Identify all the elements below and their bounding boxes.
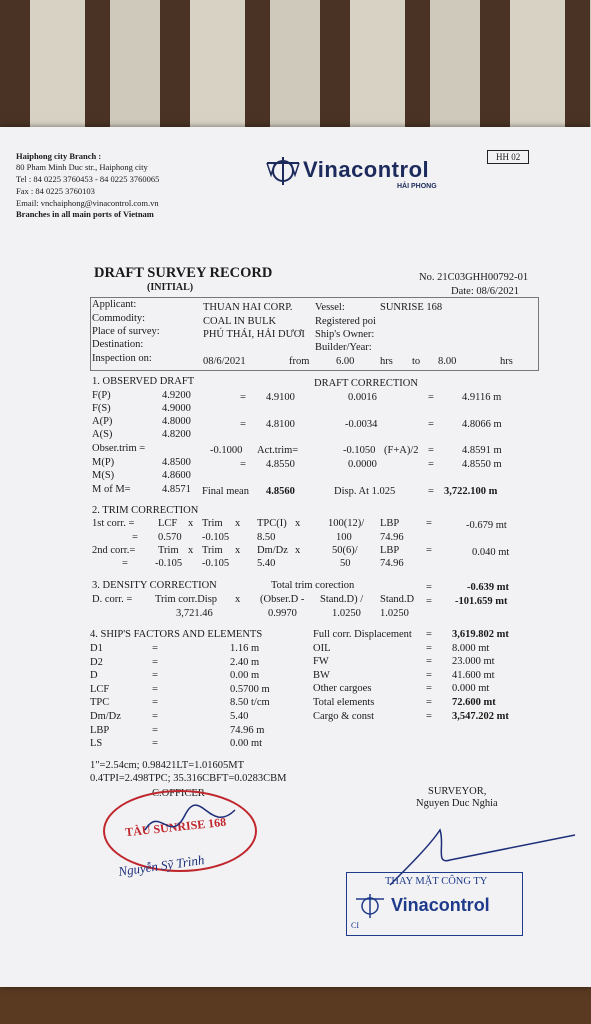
fa2-result: 4.8591 m [462, 445, 502, 456]
owner-label: Ship's Owner: [315, 329, 375, 340]
equals: = [428, 486, 434, 497]
section-heading-observed: 1. OBSERVED DRAFT [92, 376, 195, 387]
fp-value: 4.9200 [162, 390, 191, 401]
formula-term: x [295, 518, 301, 529]
a-result: 4.8066 m [462, 419, 502, 430]
mofm-value: 4.8571 [162, 484, 191, 495]
total-trim-value: -0.639 mt [467, 582, 509, 593]
document-subtitle: (INITIAL) [147, 282, 194, 293]
mofm-label: M of M= [92, 484, 131, 495]
applicant-label: Applicant: [92, 299, 137, 310]
element-label: FW [313, 656, 329, 668]
to-value: 8.00 [438, 356, 457, 367]
factor-value: 50 [340, 558, 351, 569]
element-value: 3,547.202 mt [452, 710, 509, 722]
m-result: 4.8550 m [462, 459, 502, 470]
equals: = [426, 629, 432, 640]
disp-corr-value: 3,721.46 [176, 608, 213, 619]
equals: = [152, 683, 158, 695]
element-value: 41.600 mt [452, 669, 495, 681]
branch-address: 80 Pham Minh Duc str., Haiphong city [16, 162, 148, 172]
factor-label: TPC [90, 697, 110, 709]
first-corr-result: -0.679 mt [466, 520, 507, 531]
tpc-value: 8.50 [257, 532, 276, 543]
trim-value: -0.105 [155, 558, 183, 569]
formula-term: Trim [158, 545, 179, 556]
ap-value: 4.8000 [162, 416, 191, 427]
stamp-ship-name: TÀU SUNRISE 168 [124, 814, 227, 840]
document-number: No. 21C03GHH00792-01 [419, 272, 529, 283]
equals: = [152, 724, 158, 736]
ap-label: A(P) [92, 416, 113, 427]
factor-value: 0.5700 m [230, 683, 270, 695]
formula-term: Dm/Dz [257, 545, 288, 556]
equals: = [426, 545, 432, 556]
equals: = [426, 697, 432, 708]
inspection-label: Inspection on: [92, 353, 152, 364]
formula-term: Stand.D) / [320, 594, 364, 605]
formula-term: x [188, 545, 194, 556]
hrs-label: hrs [380, 356, 393, 367]
company-stamp [346, 872, 523, 936]
equals: = [428, 459, 434, 470]
stamp-company-caption: THAY MẶT CÔNG TY [385, 876, 488, 887]
equals: = [240, 419, 246, 430]
to-label: to [412, 356, 421, 367]
from-value: 6.00 [336, 356, 355, 367]
branch-fax: Fax : 84 0225 3760103 [16, 186, 95, 196]
std-density-value: 1.0250 [380, 608, 409, 619]
builder-label: Builder/Year: [315, 342, 372, 353]
officer-signature-mark [140, 800, 240, 850]
factor-label: Dm/Dz [90, 711, 121, 722]
obser-trim-label: Obser.trim = [92, 443, 146, 454]
act-trim-value: -0.1050 [343, 445, 376, 456]
surveyor-label: SURVEYOR, [428, 786, 487, 797]
surveyor-name: Nguyen Duc Nghia [416, 798, 498, 809]
dmdz-value: 5.40 [257, 558, 276, 569]
equals: = [122, 558, 128, 569]
total-trim-label: Total trim corection [271, 580, 355, 591]
element-value: 0.000 mt [452, 683, 490, 695]
stamp-company-logo: Vinacontrol [391, 895, 490, 915]
factor-label: D1 [90, 643, 103, 654]
fa2-label: (F+A)/2 [384, 445, 419, 456]
registered-port-label: Registered poi [315, 316, 376, 327]
trim-value: -0.105 [202, 532, 230, 543]
formula-term: x [235, 518, 241, 529]
document-date: Date: 08/6/2021 [451, 286, 519, 297]
factor-value: 1.16 m [230, 643, 260, 654]
trim-value: -0.105 [202, 558, 230, 569]
element-label: BW [313, 669, 330, 681]
element-label: Cargo & const [313, 710, 375, 722]
section-heading-factors: 4. SHIP'S FACTORS AND ELEMENTS [90, 629, 263, 640]
mp-value: 4.8500 [162, 457, 191, 468]
formula-term: LBP [380, 545, 400, 556]
lbp-value: 74.96 [380, 532, 404, 543]
std-density-value: 1.0250 [332, 608, 361, 619]
element-label: OIL [313, 642, 331, 654]
equals: = [428, 392, 434, 403]
vessel-label: Vessel: [315, 302, 345, 313]
formula-term: x [235, 545, 241, 556]
stamp-ci: CI [351, 921, 359, 930]
factor-value: 100 [336, 532, 352, 543]
section-heading-draft-correction: DRAFT CORRECTION [314, 378, 418, 389]
place-label: Place of survey: [92, 326, 160, 337]
fp-label: F(P) [92, 390, 111, 401]
element-label: Other cargoes [313, 683, 372, 695]
a-correction: -0.0034 [345, 419, 378, 430]
disp-label: Disp. At 1.025 [334, 486, 396, 497]
disp-value: 3,722.100 m [444, 486, 498, 497]
lcf-value: 0.570 [158, 532, 182, 543]
factor-value: 5.40 [230, 711, 249, 722]
formula-term: 100(12)/ [328, 518, 365, 529]
equals: = [426, 596, 432, 607]
factor-value: 2.40 m [230, 656, 260, 668]
act-trim-label: Act.trim= [257, 445, 299, 456]
final-mean-label: Final mean [202, 486, 249, 497]
inspection-date: 08/6/2021 [203, 356, 246, 367]
element-label: Total elements [313, 697, 375, 708]
officer-signature: Nguyễn Sỹ Trình [117, 852, 206, 879]
place-value: PHÚ THÁI, HẢI DƯƠI [203, 329, 305, 340]
equals: = [152, 738, 158, 750]
vinacontrol-logo [265, 153, 465, 193]
as-value: 4.8200 [162, 429, 191, 440]
element-value: 72.600 mt [452, 697, 496, 708]
density-corr-result: -101.659 mt [455, 596, 508, 607]
ms-label: M(S) [92, 470, 115, 481]
formula-term: x [188, 518, 194, 529]
branches-note: Branches in all main ports of Vietnam [16, 209, 154, 219]
formula-term: LCF [158, 518, 178, 529]
equals: = [152, 711, 158, 722]
destination-label: Destination: [92, 339, 144, 350]
branch-name: Haiphong city Branch : [16, 151, 102, 161]
formula-term: 50(6)/ [332, 545, 358, 556]
first-corr-label: 1st corr. = [92, 518, 135, 529]
formula-term: Trim corr.Disp [155, 594, 218, 605]
equals: = [152, 656, 158, 668]
section-heading-density: 3. DENSITY CORRECTION [92, 580, 217, 591]
factor-label: D [90, 670, 98, 682]
factor-label: LS [90, 738, 103, 750]
conversion-note-1: 1"=2.54cm; 0.98421LT=1.01605MT [90, 760, 244, 771]
logo-subtitle: HẢI PHONG [397, 183, 437, 190]
section-heading-trim: 2. TRIM CORRECTION [92, 505, 199, 516]
obser-trim-value: -0.1000 [210, 445, 243, 456]
factor-value: 8.50 t/cm [230, 697, 270, 709]
second-corr-result: 0.040 mt [472, 547, 510, 558]
branch-tel: Tel : 84 0225 3760453 - 84 0225 3760065 [16, 174, 160, 184]
equals: = [152, 643, 158, 654]
formula-term: x [235, 594, 241, 605]
equals: = [426, 669, 432, 681]
element-value: 8.000 mt [452, 642, 490, 654]
equals: = [428, 419, 434, 430]
formula-term: x [295, 545, 301, 556]
equals: = [426, 518, 432, 529]
equals: = [132, 532, 138, 543]
commodity-value: COAL IN BULK [203, 316, 277, 327]
mp-label: M(P) [92, 457, 115, 468]
factor-label: LCF [90, 683, 110, 695]
f-mean: 4.9100 [266, 392, 295, 403]
applicant-value: THUAN HAI CORP. [203, 302, 293, 313]
m-correction: 0.0000 [348, 459, 377, 470]
equals: = [240, 459, 246, 470]
factor-value: 0.00 m [230, 670, 260, 682]
final-mean-value: 4.8560 [266, 486, 295, 497]
equals: = [426, 656, 432, 668]
document-title: DRAFT SURVEY RECORD [94, 265, 273, 281]
a-mean: 4.8100 [266, 419, 295, 430]
density-corr-label: D. corr. = [92, 594, 133, 605]
logo-text: Vinacontrol [303, 157, 430, 182]
obs-density-value: 0.9970 [268, 608, 297, 619]
scales-icon [265, 155, 301, 187]
form-code: HH 02 [487, 150, 529, 164]
f-correction: 0.0016 [348, 392, 377, 403]
equals: = [426, 642, 432, 654]
as-label: A(S) [92, 429, 113, 440]
factor-value: 0.00 mt [230, 738, 263, 750]
equals: = [152, 697, 158, 709]
element-value: 3,619.802 mt [452, 629, 509, 640]
element-label: Full corr. Displacement [313, 629, 412, 640]
equals: = [240, 392, 246, 403]
equals: = [428, 445, 434, 456]
branch-email: Email: vnchaiphong@vinacontrol.com.vn [16, 198, 159, 208]
formula-term: Trim [202, 518, 223, 529]
fs-label: F(S) [92, 403, 111, 414]
equals: = [426, 710, 432, 722]
equals: = [426, 683, 432, 695]
equals: = [426, 582, 432, 593]
formula-term: LBP [380, 518, 400, 529]
hrs-label: hrs [500, 356, 513, 367]
formula-term: TPC(I) [257, 518, 287, 529]
factor-label: LBP [90, 724, 110, 736]
formula-term: (Obser.D - [260, 594, 305, 605]
f-result: 4.9116 m [462, 392, 502, 403]
factor-value: 74.96 m [230, 724, 265, 736]
formula-term: Trim [202, 545, 223, 556]
conversion-note-2: 0.4TPI=2.498TPC; 35.316CBFT=0.0283CBM [90, 773, 287, 784]
from-label: from [289, 356, 310, 367]
officer-label: C.OFFICER [152, 788, 205, 799]
commodity-label: Commodity: [92, 313, 146, 324]
fs-value: 4.9000 [162, 403, 191, 414]
factor-label: D2 [90, 656, 103, 668]
formula-term: Stand.D [380, 594, 415, 605]
scales-icon [355, 893, 385, 919]
m-mean: 4.8550 [266, 459, 295, 470]
lbp-value: 74.96 [380, 558, 404, 569]
vessel-value: SUNRISE 168 [380, 302, 443, 313]
equals: = [152, 670, 158, 682]
element-value: 23.000 mt [452, 656, 495, 668]
second-corr-label: 2nd corr.= [92, 545, 136, 556]
ms-value: 4.8600 [162, 470, 191, 481]
